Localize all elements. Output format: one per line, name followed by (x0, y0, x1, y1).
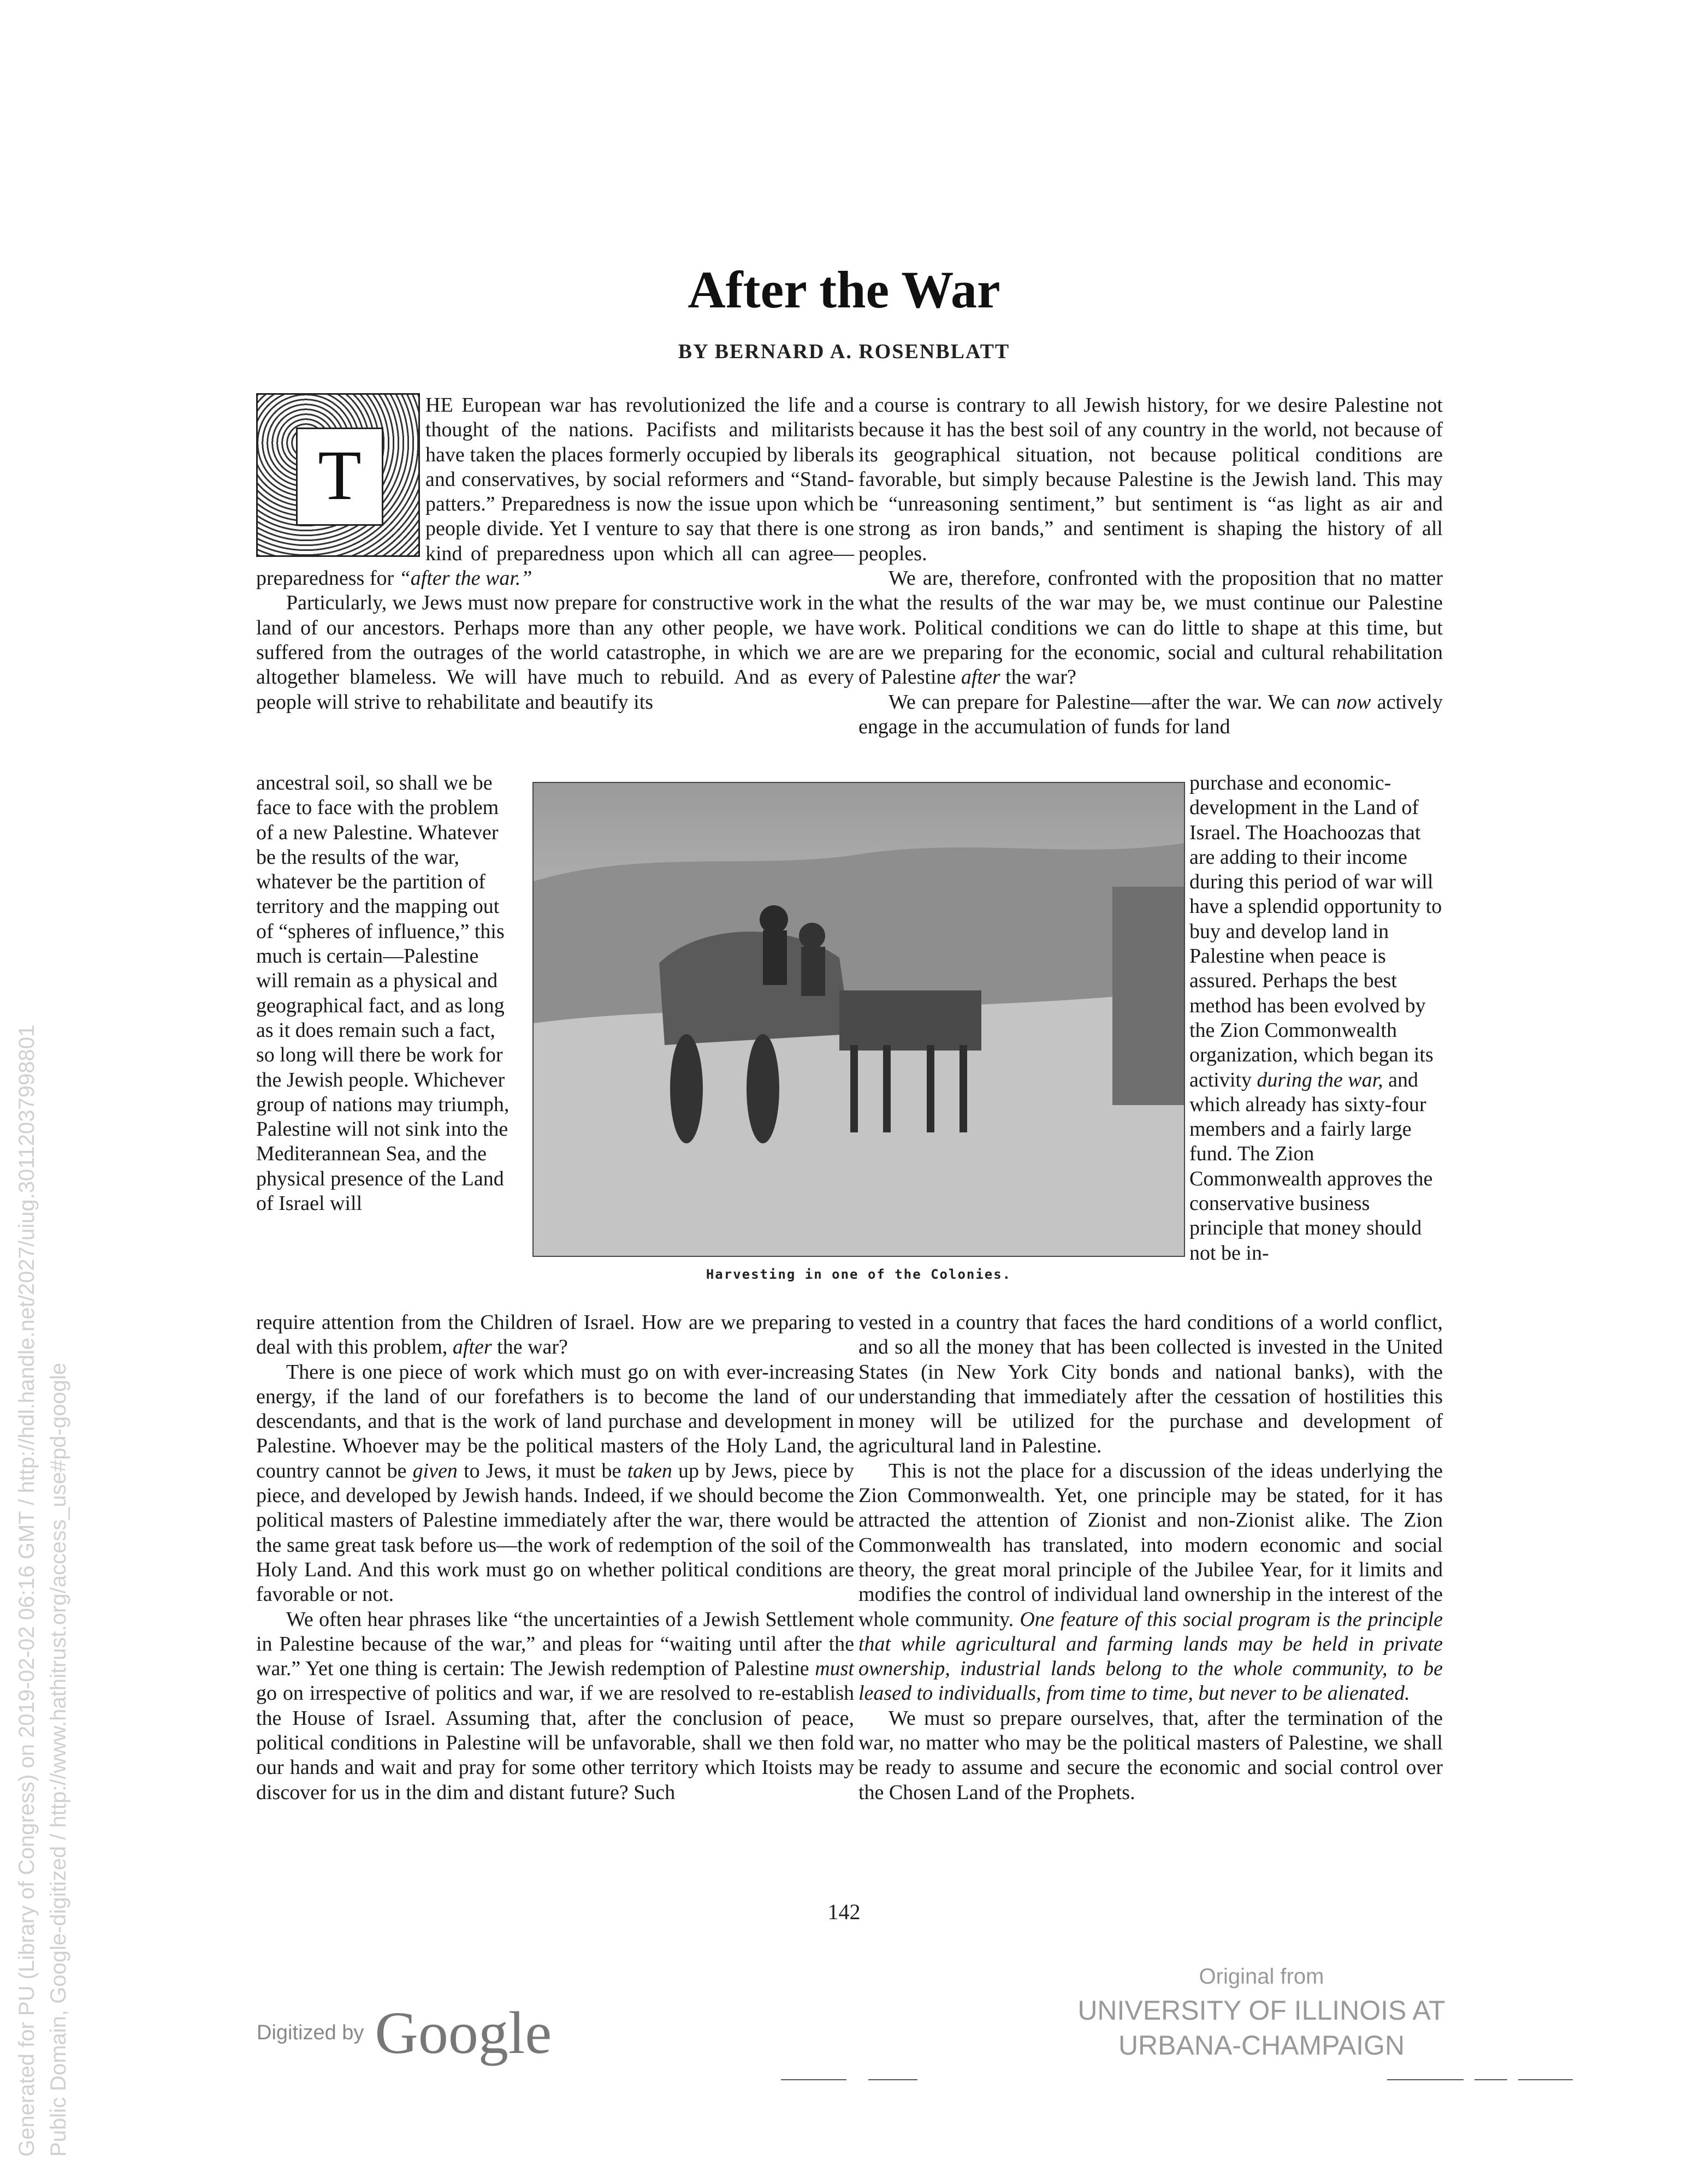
footer-rule (781, 2079, 846, 2080)
paragraph: We often hear phrases like “the uncertainties of a Jewish Settlement in Palestine because of the war,” and pleas for “waiting until after the war.” Yet one thing is certain: The Jewish redemption of Palestine must go on irrespective of politics and war, if we are resolved to re-establish the House of Israel. Assuming that, after the conclusion of peace, political conditions in Palestine will be unfavorable, shall we then fold our hands and wait and pray for some other territory which Itoists may discover for us in the dim and distant future? Such (256, 1607, 854, 1804)
paragraph: We can prepare for Palestine—after the war. We can now actively engage in the accumulation of funds for land (858, 690, 1443, 738)
photo-caption: Harvesting in one of the Colonies. (706, 1267, 1012, 1282)
footer-rule (1518, 2079, 1573, 2080)
hathitrust-watermark (11, 846, 74, 2157)
right-column-top (858, 393, 1443, 739)
paragraph: purchase and economic-development in the Land of Israel. The Hoachoozas that are adding to their income during this period of war will have a splendid opportunity to buy and develop land in Palestine when peace is assured. Perhaps the best method has been evolved by the Zion Commonwealth organization, which began its activity during the war, and which already has sixty-four members and a fairly large fund. The Zion Commonwealth approves the conservative business principle that money should not be in- (1189, 771, 1442, 1265)
paragraph: We are, therefore, confronted with the proposition that no matter what the results of the war may be, we must continue our Palestine work. Political conditions we can do little to shape at this time, but are we preparing for the economic, social and cultural rehabilitation of Palestine after the war? (858, 567, 1443, 689)
right-column-wrap (1189, 771, 1443, 1266)
ornamental-dropcap (256, 393, 420, 557)
page-number: 142 (827, 1900, 861, 1924)
article-title: After the War (688, 260, 1000, 319)
paragraph: Particularly, we Jews must now prepare for constructive work in the land of our ancestors. Perhaps more than any other people, we have suffered from the outrages of the world catastrophe, in which we are altogether blameless. We will have much to rebuild. And as every people will strive to rehabilitate and beautify its (256, 591, 854, 714)
original-from-label: Original from (1199, 1965, 1324, 1989)
footer-rule (868, 2079, 917, 2080)
paragraph: HE European war has revolutionized the life and thought of the nations. Pacifists and militarists have taken the places formerly occupied by liberals and conservatives, by social reformers and “Stand-patters.” Preparedness is now the issue upon which people divide. Yet I venture to say that there is one kind of preparedness upon which all can agree—preparedness for “after the war.” (256, 394, 854, 590)
article-byline: BY BERNARD A. ROSENBLATT (678, 340, 1010, 363)
paragraph: There is one piece of work which must go on with ever-increasing energy, if the land of our forefathers is to become the land of our descendants, and that is the work of land purchase and development in Palestine. Whoever may be the political masters of the Holy Land, the country cannot be given to Jews, it must be taken up by Jews, piece by piece, and developed by Jewish hands. Indeed, if we should become the political masters of Palestine immediately after the war, there would be the same great task before us—the work of redemption of the soil of the Holy Land. And this work must go on whether political conditions are favorable or not. (256, 1360, 855, 1606)
digitized-by-google (257, 1998, 552, 2068)
paragraph: ancestral soil, so shall we be face to face with the problem of a new Palestine. Whatever be the results of the war, whatever be the partition of territory and the mapping out of “spheres of influence,” this much is certain—Palestine will remain as a physical and geographical fact, and as long as it does remain such a fact, so long will there be work for the Jewish people. Whichever group of nations may triumph, Palestine will not sink into the Mediterannean Sea, and the physical presence of the Land of Israel will (256, 771, 510, 1215)
watermark-line-1: Generated for PU (Library of Congress) on 2019-02-02 06:16 GMT / http://hdl.handle.net/2027/uiug.30112037998801 (15, 1024, 39, 2157)
right-column-bottom (858, 1310, 1443, 1805)
paragraph: vested in a country that faces the hard conditions of a world conflict, and so all the money that has been collected is invested in the United States (in New York City bonds and national banks), with the understanding that immediately after the cessation of hostilities this money will be utilized for the purchase and development of agricultural land in Palestine. (858, 1311, 1443, 1458)
university-line-2: URBANA-CHAMPAIGN (1118, 2030, 1405, 2061)
left-column-bottom (256, 1310, 854, 1805)
paragraph: require attention from the Children of Israel. How are we preparing to deal with this problem, after the war? (256, 1311, 854, 1359)
paragraph: We must so prepare ourselves, that, after the termination of the war, no matter who may be the political masters of Palestine, we shall be ready to assume and secure the economic and social control over the Chosen Land of the Prophets. (858, 1706, 1443, 1804)
watermark-line-2: Public Domain, Google-digitized / http://www.hathitrust.org/access_use#pd-google (46, 1362, 70, 2157)
original-from-block (1049, 1960, 1474, 2063)
left-column-top (256, 393, 854, 715)
dropcap-letter: T (296, 428, 383, 526)
google-logo: Google (375, 1999, 552, 2066)
footer-rule (1387, 2079, 1464, 2080)
university-line-1: UNIVERSITY OF ILLINOIS AT (1077, 1995, 1446, 2026)
harvest-photograph (532, 782, 1185, 1257)
left-column-wrap (256, 771, 516, 1216)
paragraph: a course is contrary to all Jewish history, for we desire Palestine not because it has the best soil of any country in the world, not because of its geographical situation, not because political conditions are favorable, but simply because Palestine is the Jewish land. This may be “unreasoning sentiment,” but sentiment is “as light as air and strong as iron bands,” and sentiment is shaping the history of all peoples. (858, 394, 1443, 565)
footer-rule (1474, 2079, 1507, 2080)
digitized-by-label: Digitized by (257, 2021, 364, 2044)
paragraph: This is not the place for a discussion of the ideas underlying the Zion Commonwealth. Yet, one principle may be stated, for it has attracted the attention of Zionist and non-Zionist alike. The Zion Commonwealth has translated, into modern economic and social theory, the great moral principle of the Jubilee Year, for it limits and modifies the control of individual land ownership in the interest of the whole community. One feature of this social program is the principle that while agricultural and farming lands may be held in private ownership, industrial lands belong to the whole community, to be leased to individualls, from time to time, but never to be alienated. (858, 1459, 1443, 1705)
